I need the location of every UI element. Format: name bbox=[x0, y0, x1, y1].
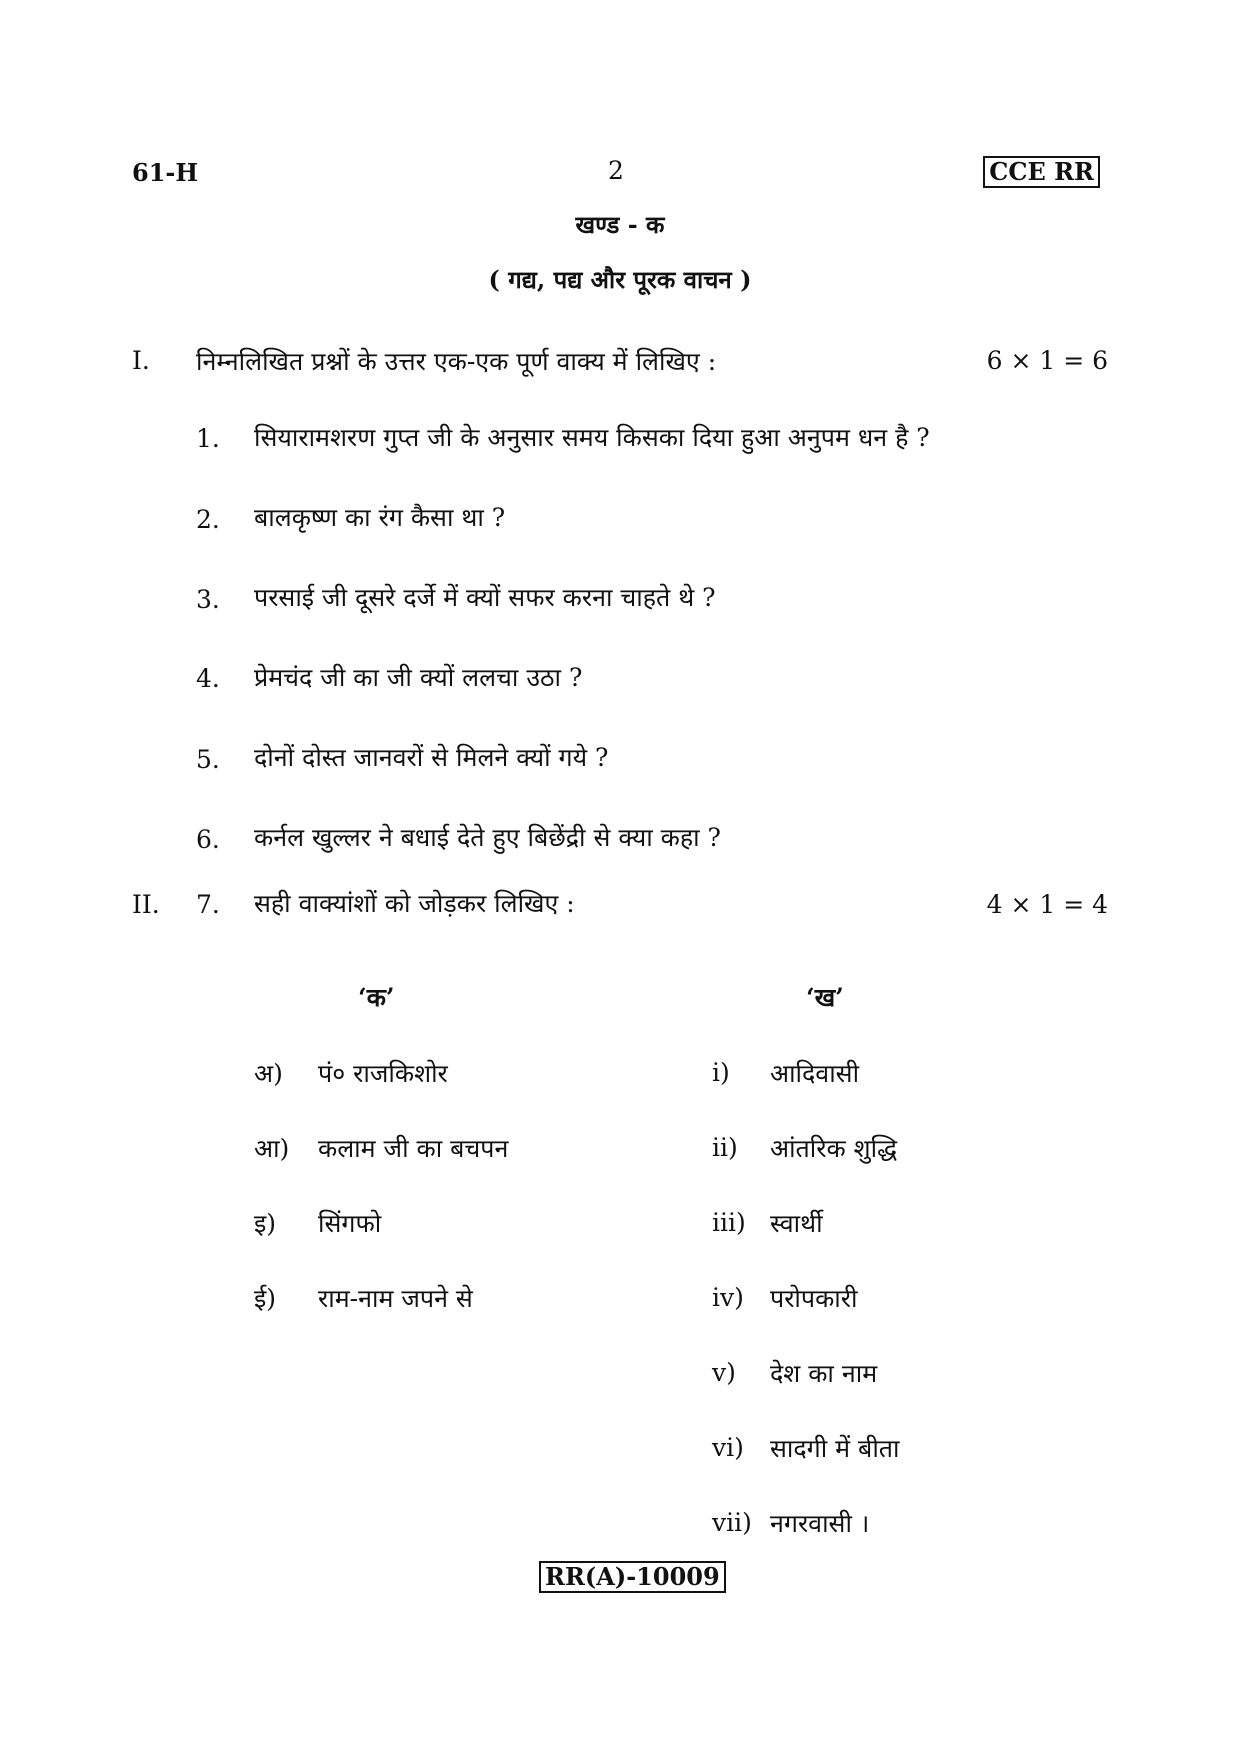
match-label: vii) bbox=[712, 1508, 752, 1537]
match-label: vi) bbox=[712, 1433, 744, 1462]
match-label: आ) bbox=[254, 1134, 290, 1163]
match-label: v) bbox=[712, 1358, 736, 1387]
part1-instruction: निम्नलिखित प्रश्नों के उत्तर एक-एक पूर्ण वाक्य में लिखिए : bbox=[196, 347, 717, 376]
match-item: नगरवासी । bbox=[770, 1509, 870, 1538]
question-text: दोनों दोस्त जानवरों से मिलने क्यों गये ? bbox=[254, 743, 609, 772]
match-item: पं० राजकिशोर bbox=[318, 1059, 448, 1088]
series-code: CCE RR bbox=[983, 156, 1100, 188]
question-text: कर्नल खुल्लर ने बधाई देते हुए बिछेंद्री से क्या कहा ? bbox=[254, 823, 721, 852]
match-label: i) bbox=[712, 1058, 730, 1087]
question-number: 2. bbox=[196, 505, 220, 534]
question-number: 6. bbox=[196, 825, 220, 854]
match-item: आंतरिक शुद्धि bbox=[770, 1134, 898, 1163]
match-item: परोपकारी bbox=[770, 1284, 858, 1313]
question-text: सियारामशरण गुप्त जी के अनुसार समय किसका दिया हुआ अनुपम धन है ? bbox=[254, 423, 930, 452]
paper-code: 61-H bbox=[132, 158, 199, 187]
match-label: ii) bbox=[712, 1133, 738, 1162]
match-item: आदिवासी bbox=[770, 1059, 860, 1088]
section-subtitle: ( गद्य, पद्य और पूरक वाचन ) bbox=[488, 265, 752, 294]
part2-instruction: सही वाक्यांशों को जोड़कर लिखिए : bbox=[254, 889, 575, 918]
match-item: राम-नाम जपने से bbox=[318, 1284, 473, 1313]
part2-roman: II. bbox=[132, 890, 160, 919]
match-item: देश का नाम bbox=[770, 1359, 878, 1388]
section-title: खण्ड - क bbox=[575, 210, 665, 239]
match-item: सादगी में बीता bbox=[770, 1434, 900, 1463]
column-b-heading: ‘ख’ bbox=[806, 983, 844, 1012]
part1-marks: 6 × 1 = 6 bbox=[986, 346, 1108, 375]
question-text: परसाई जी दूसरे दर्जे में क्यों सफर करना चाहते थे ? bbox=[254, 583, 716, 612]
question-text: प्रेमचंद जी का जी क्यों ललचा उठा ? bbox=[254, 663, 583, 692]
footer-code: RR(A)-10009 bbox=[539, 1561, 726, 1593]
part2-marks: 4 × 1 = 4 bbox=[986, 890, 1108, 919]
match-label: ई) bbox=[254, 1284, 277, 1313]
match-label: अ) bbox=[254, 1059, 283, 1088]
match-item: सिंगफो bbox=[318, 1209, 382, 1238]
question-number: 1. bbox=[196, 424, 220, 453]
question-number: 7. bbox=[196, 890, 220, 919]
part1-roman: I. bbox=[132, 346, 150, 375]
match-label: iv) bbox=[712, 1283, 744, 1312]
match-item: कलाम जी का बचपन bbox=[318, 1134, 509, 1163]
question-number: 4. bbox=[196, 664, 220, 693]
question-text: बालकृष्ण का रंग कैसा था ? bbox=[254, 503, 506, 532]
match-item: स्वार्थी bbox=[770, 1209, 823, 1238]
column-a-heading: ‘क’ bbox=[358, 983, 395, 1012]
question-number: 3. bbox=[196, 585, 220, 614]
question-number: 5. bbox=[196, 745, 220, 774]
match-label: इ) bbox=[254, 1209, 277, 1238]
match-label: iii) bbox=[712, 1208, 746, 1237]
page-number: 2 bbox=[608, 156, 624, 185]
